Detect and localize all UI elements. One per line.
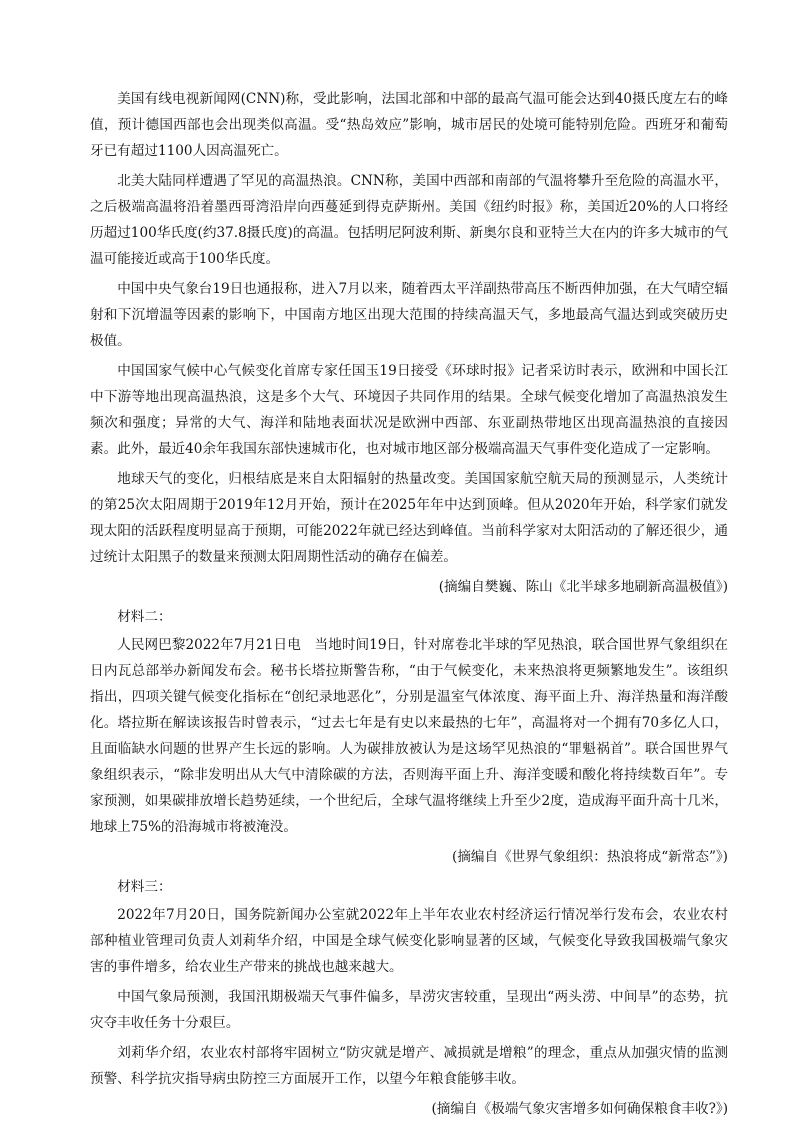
paragraph: 2022年7月20日，国务院新闻办公室就2022年上半年农业农村经济运行情况举行发布会，农业农村部种植业管理司负责人刘莉华介绍，中国是全球气候变化影响显著的区域，气候变化导致我国极端气象灾害的事件增多，给农业生产带来的挑战也越来越大。 xyxy=(90,907,728,975)
paragraph: 地球天气的变化，归根结底是来自太阳辐射的热量改变。美国国家航空航天局的预测显示，人类统计的第25次太阳周期于2019年12月开始，预计在2025年年中达到顶峰。但从2020年开始，科学家们就发现太阳的活跃程度明显高于预期，可能2022年就已经达到峰值。当前科学家对太阳活动的了解还很少，通过统计太阳黑子的数量来预测太阳周期性活动的确存在偏差。 xyxy=(90,471,728,565)
source-citation: (摘编自《极端气象灾害增多如何确保粮食丰收?》) xyxy=(431,1101,728,1117)
paragraph: 美国有线电视新闻网(CNN)称，受此影响，法国北部和中部的最高气温可能会达到40摄氏度左右的峰值，预计德国西部也会出现类似高温。受“热岛效应”影响，城市居民的处境可能特别危险。西班牙和葡萄牙已有超过1100人因高温死亡。 xyxy=(90,91,728,159)
paragraph: 北美大陆同样遭遇了罕见的高温热浪。CNN称，美国中西部和南部的气温将攀升至危险的高温水平，之后极端高温将沿着墨西哥湾沿岸向西蔓延到得克萨斯州。美国《纽约时报》称，美国近20%的人口将经历超过100华氏度(约37.8摄氏度)的高温。包括明尼阿波利斯、新奥尔良和亚特兰大在内的许多大城市的气温可能接近或高于100华氏度。 xyxy=(90,173,728,267)
paragraph: 中国中央气象台19日也通报称，进入7月以来，随着西太平洋副热带高压不断西伸加强，在大气晴空辐射和下沉增温等因素的影响下，中国南方地区出现大范围的持续高温天气，多地最高气温达到或突破历史极值。 xyxy=(90,281,728,349)
paragraph: 中国气象局预测，我国汛期极端天气事件偏多，旱涝灾害较重，呈现出“两头涝、中间旱”的态势，抗灾夺丰收任务十分艰巨。 xyxy=(90,989,728,1031)
source-citation: (摘编自樊巍、陈山《北半球多地刷新高温极值》) xyxy=(438,579,728,595)
document-page xyxy=(90,86,728,1126)
section-heading: 材料三： xyxy=(117,879,172,895)
paragraph: 中国国家气候中心气候变化首席专家任国玉19日接受《环球时报》记者采访时表示，欧洲和中国长江中下游等地出现高温热浪，这是多个大气、环境因子共同作用的结果。全球气候变化增加了高温热浪发生频次和强度；异常的大气、海洋和陆地表面状况是欧洲中西部、东亚副热带地区出现高温热浪的直接因素。此外，最近40余年我国东部快速城市化，也对城市地区部分极端高温天气事件变化造成了一定影响。 xyxy=(90,363,728,457)
paragraph: 人民网巴黎2022年7月21日电 当地时间19日，针对席卷北半球的罕见热浪，联合国世界气象组织在日内瓦总部举办新闻发布会。秘书长塔拉斯警告称，“由于气候变化，未来热浪将更频繁地发生”。该组织指出，四项关键气候变化指标在“创纪录地恶化”，分别是温室气体浓度、海平面上升、海洋热量和海洋酸化。塔拉斯在解读该报告时曾表示，“过去七年是有史以来最热的七年”，高温将对一个拥有70多亿人口，且面临缺水问题的世界产生长远的影响。人为碳排放被认为是这场罕见热浪的“罪魁祸首”。联合国世界气象组织表示，“除非发明出从大气中清除碳的方法，否则海平面上升、海洋变暖和酸化将持续数百年”。专家预测，如果碳排放增长趋势延续，一个世纪后，全球气温将继续上升至少2度，造成海平面升高十几米，地球上75%的沿海城市将被淹没。 xyxy=(90,637,728,835)
section-heading: 材料二： xyxy=(117,609,172,625)
paragraph: 刘莉华介绍，农业农村部将牢固树立“防灾就是增产、减损就是增粮”的理念，重点从加强灾情的监测预警、科学抗灾指导病虫防控三方面展开工作，以望今年粮食能够丰收。 xyxy=(90,1045,728,1087)
source-citation: (摘编自《世界气象组织：热浪将成“新常态”》) xyxy=(452,849,728,865)
